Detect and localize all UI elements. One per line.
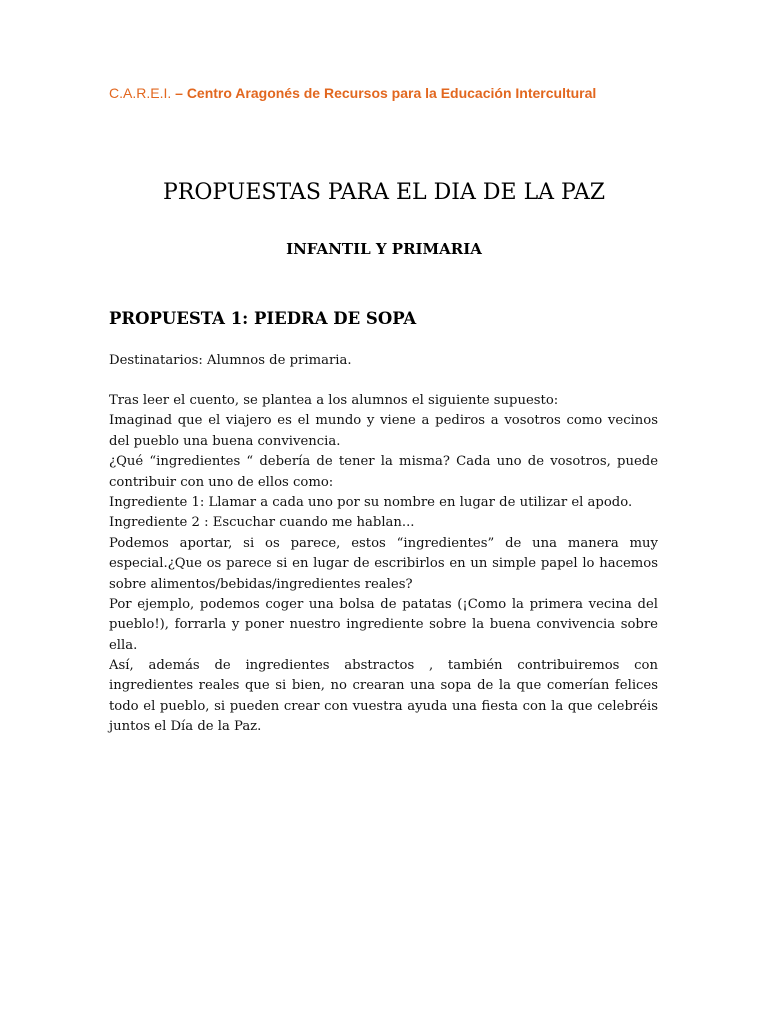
body-line: Tras leer el cuento, se plantea a los alumnos el siguiente supuesto: — [109, 393, 559, 408]
body-line: juntos el Día de la Paz. — [109, 719, 262, 735]
section-heading: PROPUESTA 1: PIEDRA DE SOPA — [109, 309, 417, 328]
body-line: sobre alimentos/bebidas/ingredientes reales? — [109, 576, 413, 592]
body-line: Por ejemplo, podemos coger una bolsa de patatas (¡Como la primera vecina del — [109, 596, 658, 612]
organization-header — [109, 85, 596, 101]
body-line: Imaginad que el viajero es el mundo y viene a pediros a vosotros como vecinos — [109, 413, 658, 429]
body-line: especial.¿Que os parece si en lugar de escribirlos en un simple papel lo hacemos — [109, 556, 658, 572]
body-line: Ingrediente 1: Llamar a cada uno por su nombre en lugar de utilizar el apodo. — [109, 494, 633, 510]
body-line: ¿Qué “ingredientes “ debería de tener la misma? Cada uno de vosotros, puede — [109, 454, 658, 470]
body-line: del pueblo una buena convivencia. — [109, 433, 341, 449]
body-line: Así, además de ingredientes abstractos , también contribuiremos con — [109, 658, 658, 674]
organization-abbreviation: C.A.R.E.I. — [109, 85, 172, 101]
body-line: todo el pueblo, si pueden crear con vuestra ayuda una fiesta con la que celebréis — [109, 698, 658, 714]
proposal-body — [109, 391, 658, 738]
recipients-paragraph — [109, 351, 658, 371]
body-line: ella. — [109, 637, 138, 653]
body-line: Podemos aportar, si os parece, estos “ingredientes” de una manera muy — [109, 535, 658, 551]
organization-name: Centro Aragonés de Recursos para la Educación Intercultural — [186, 85, 597, 101]
body-line: contribuir con uno de ellos como: — [109, 474, 334, 490]
document-subtitle: INFANTIL Y PRIMARIA — [286, 240, 482, 258]
recipients-line: Destinatarios: Alumnos de primaria. — [109, 353, 352, 368]
body-line: Ingrediente 2 : Escuchar cuando me hablan... — [109, 515, 415, 531]
body-line: ingredientes reales que si bien, no crearan una sopa de la que comerían felices — [109, 678, 658, 694]
document-title: PROPUESTAS PARA EL DIA DE LA PAZ — [162, 180, 606, 205]
header-separator: – — [171, 85, 187, 101]
body-line: pueblo!), forrarla y poner nuestro ingrediente sobre la buena convivencia sobre — [109, 617, 658, 633]
